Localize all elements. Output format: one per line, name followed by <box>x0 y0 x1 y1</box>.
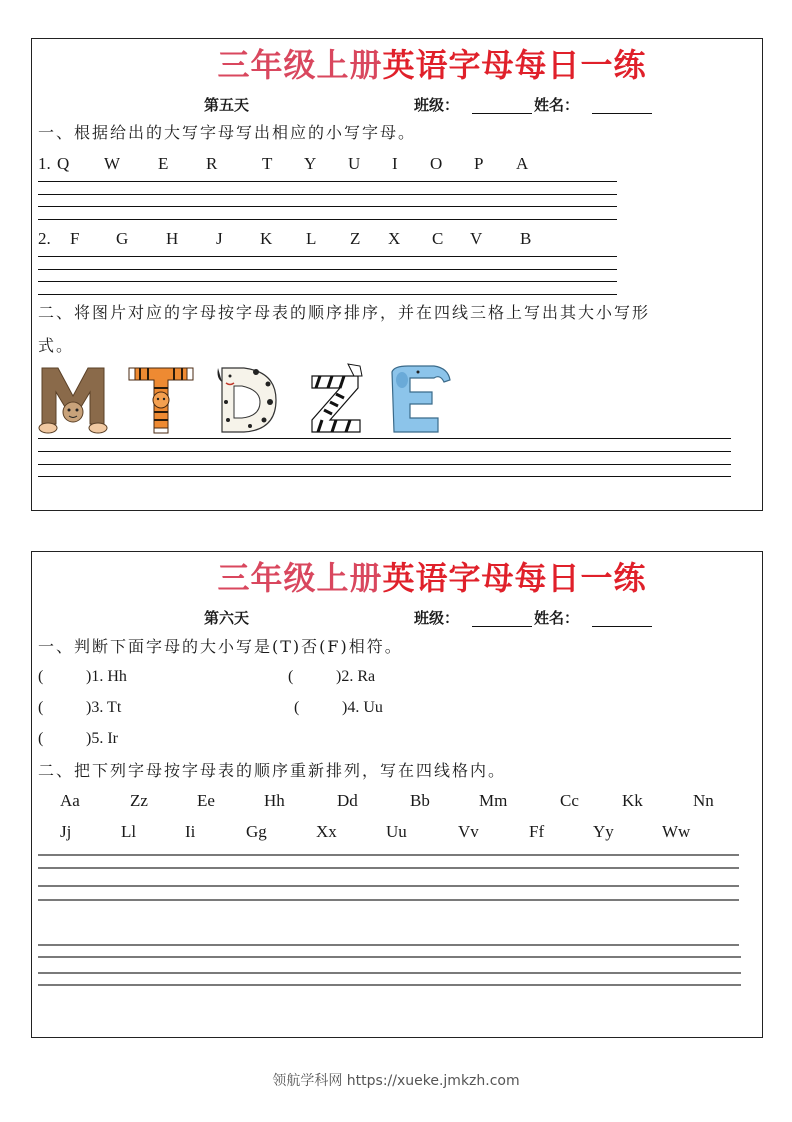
letter-pair: Bb <box>410 791 430 810</box>
letter: K <box>260 229 273 248</box>
writing-line <box>38 181 617 182</box>
dalmatian-d-image <box>212 362 282 434</box>
name-blank[interactable] <box>592 626 652 627</box>
answer-paren[interactable]: ( <box>38 668 44 685</box>
letter: A <box>516 154 529 173</box>
letter: J <box>216 229 223 248</box>
letter-pair: Hh <box>264 791 285 810</box>
letter-pair: Xx <box>316 822 337 841</box>
letter-pair: Gg <box>246 822 267 841</box>
section1-heading: 一、判断下面字母的大小写是(T)否(F)相符。 <box>38 637 403 656</box>
letter: P <box>474 154 484 173</box>
letter: U <box>348 154 361 173</box>
writing-line <box>38 194 617 195</box>
letter-pair: Cc <box>560 791 579 810</box>
writing-line <box>38 206 617 207</box>
letter: E <box>158 154 169 173</box>
letter: Q <box>57 154 70 173</box>
writing-line <box>38 256 617 257</box>
title-grade: 三年级上册 <box>217 46 383 84</box>
letter: L <box>306 229 317 248</box>
letter: Y <box>304 154 317 173</box>
letter: Z <box>350 229 361 248</box>
letter: R <box>206 154 218 173</box>
day-label: 第五天 <box>204 96 250 114</box>
letter: X <box>388 229 401 248</box>
section2-heading: 二、将图片对应的字母按字母表的顺序排序，并在四线三格上写出其大小写形 <box>38 303 651 322</box>
letter-pair: Zz <box>130 791 148 810</box>
letter-pair: Jj <box>60 822 72 841</box>
letter-pair: Kk <box>622 791 643 810</box>
four-line-grid-line <box>38 956 741 958</box>
item-label: )2. Ra <box>336 668 376 685</box>
letter-pair: Nn <box>693 791 714 810</box>
four-line-grid-line <box>38 984 741 986</box>
footer-watermark: 领航学科网 https://xueke.jmkzh.com <box>272 1073 520 1089</box>
letter-pairs-row-2 <box>32 822 762 844</box>
letter: C <box>432 229 444 248</box>
letter-pair: Vv <box>458 822 479 841</box>
letter-pair: Ii <box>185 822 196 841</box>
row-number: 1. <box>38 154 51 173</box>
letter-pair: Ww <box>662 822 691 841</box>
four-line-grid-line <box>38 854 739 856</box>
four-line-grid-line <box>38 944 739 946</box>
four-line-grid-line <box>38 885 739 887</box>
letter: G <box>116 229 129 248</box>
monkey-m-image <box>38 362 108 434</box>
letter-pair: Yy <box>593 822 614 841</box>
four-line-grid-line <box>38 972 741 974</box>
zebra-z-image <box>302 362 372 434</box>
letter-pair: Mm <box>479 791 508 810</box>
letter-pair: Aa <box>60 791 80 810</box>
worksheet-title <box>32 558 762 598</box>
writing-line <box>38 281 617 282</box>
writing-line <box>38 451 731 452</box>
class-blank[interactable] <box>472 113 532 114</box>
elephant-e-image <box>384 362 454 434</box>
letter-pair: Dd <box>337 791 358 810</box>
name-blank[interactable] <box>592 113 652 114</box>
info-row <box>32 607 762 629</box>
letter-pair: Uu <box>386 822 407 841</box>
title-subject: 英语字母每日一练 <box>382 559 647 597</box>
four-line-grid-line <box>38 899 739 901</box>
letter: O <box>430 154 443 173</box>
name-label: 姓名： <box>534 96 580 114</box>
title-subject: 英语字母每日一练 <box>382 46 647 84</box>
section1-heading: 一、根据给出的大写字母写出相应的小写字母。 <box>38 123 417 142</box>
writing-line <box>38 438 731 439</box>
row-number: 2. <box>38 229 51 248</box>
tiger-t-image <box>126 362 196 434</box>
section2-heading: 二、把下列字母按字母表的顺序重新排列，写在四线格内。 <box>38 761 507 780</box>
writing-line <box>38 464 731 465</box>
section2-heading-cont: 式。 <box>38 336 75 355</box>
letter: I <box>392 154 398 173</box>
info-row <box>32 94 762 116</box>
name-label: 姓名： <box>534 609 580 627</box>
class-label: 班级： <box>414 96 460 114</box>
letter-pair: Ll <box>121 822 137 841</box>
answer-paren[interactable]: ( <box>294 699 300 716</box>
letter-pair: Ee <box>197 791 215 810</box>
letter: F <box>70 229 80 248</box>
letter-pair: Ff <box>529 822 545 841</box>
animal-letter-images <box>38 362 458 434</box>
worksheet-title <box>32 45 762 85</box>
letter: H <box>166 229 179 248</box>
letter-pairs-row-1 <box>32 791 762 813</box>
title-grade: 三年级上册 <box>217 559 383 597</box>
day-label: 第六天 <box>204 609 250 627</box>
writing-line <box>38 219 617 220</box>
letter: B <box>520 229 532 248</box>
answer-paren[interactable]: ( <box>288 668 294 685</box>
item-label: )5. Ir <box>86 730 118 747</box>
writing-line <box>38 476 731 477</box>
four-line-grid-line <box>38 867 739 869</box>
letter: W <box>104 154 121 173</box>
writing-line <box>38 294 617 295</box>
item-label: )1. Hh <box>86 668 127 685</box>
letter: V <box>470 229 483 248</box>
worksheet-day5 <box>31 38 763 511</box>
writing-line <box>38 269 617 270</box>
answer-paren[interactable]: ( <box>38 730 44 747</box>
class-blank[interactable] <box>472 626 532 627</box>
item-label: )3. Tt <box>86 699 122 716</box>
letter: T <box>262 154 273 173</box>
worksheet-day6 <box>31 551 763 1038</box>
item-label: )4. Uu <box>342 699 383 716</box>
answer-paren[interactable]: ( <box>38 699 44 716</box>
class-label: 班级： <box>414 609 460 627</box>
